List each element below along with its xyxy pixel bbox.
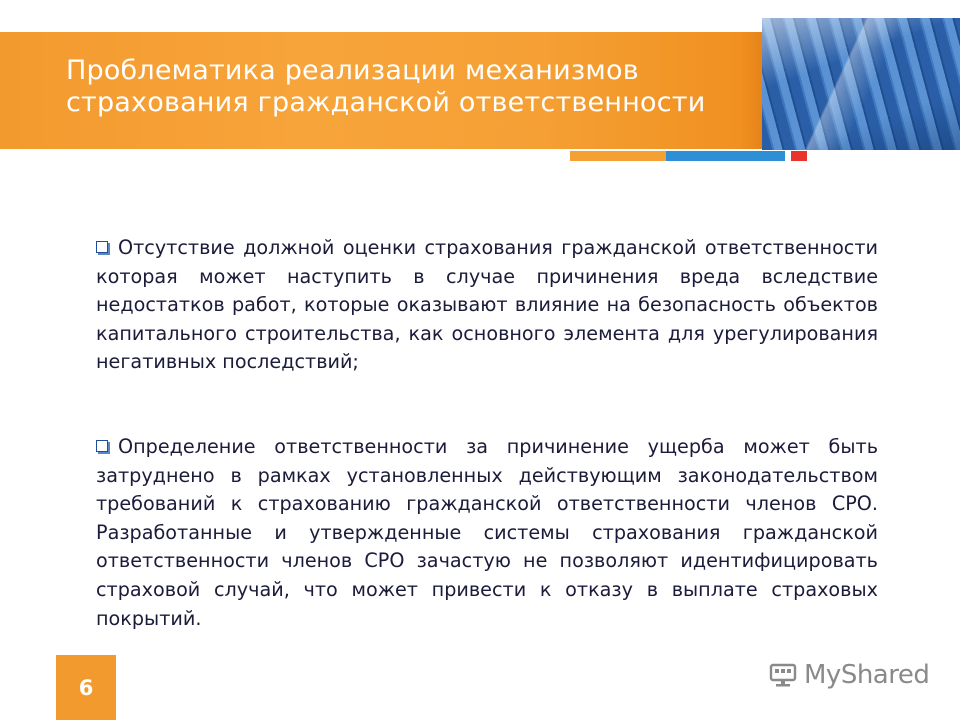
- bullet-text: Определение ответственности за причинение ущерба может быть затруднено в рамках установленных действующим законодательством требований к страхованию гражданской ответственности членов СРО. Разработанные и утвержденные системы страхования гражданской ответственности членов СРО зачастую не позволяют идентифицировать страховой случай, что может привести к отказу в выплате страховых покрытий.: [96, 434, 878, 630]
- bullet-item: [96, 433, 878, 633]
- square-bullet-icon: [96, 440, 108, 452]
- brand-watermark[interactable]: [768, 658, 929, 692]
- page-title-line-1: Проблематика реализации механизмов: [66, 55, 639, 86]
- bullet-item: [96, 234, 878, 377]
- header-photo-glare: [762, 18, 960, 150]
- page-title-line-2: страхования гражданской ответственности: [66, 87, 706, 118]
- brand-name: MyShared: [804, 660, 930, 690]
- slide-content: [96, 234, 878, 633]
- bullet-text: Отсутствие должной оценки страхования гражданской ответственности которая может наступить в случае причинения вреда вследствие недостатков работ, которые оказывают влияние на безопасность объектов капитального строительства, как основного элемента для урегулирования негативных последствий;: [96, 236, 878, 374]
- accent-bar-blue: [666, 151, 785, 161]
- square-bullet-icon: [96, 241, 108, 253]
- page-number: 6: [78, 676, 94, 700]
- monitor-logo-icon: [768, 660, 798, 690]
- accent-bar-orange: [570, 151, 666, 161]
- accent-bar-red: [791, 151, 807, 161]
- page-title: [66, 55, 746, 119]
